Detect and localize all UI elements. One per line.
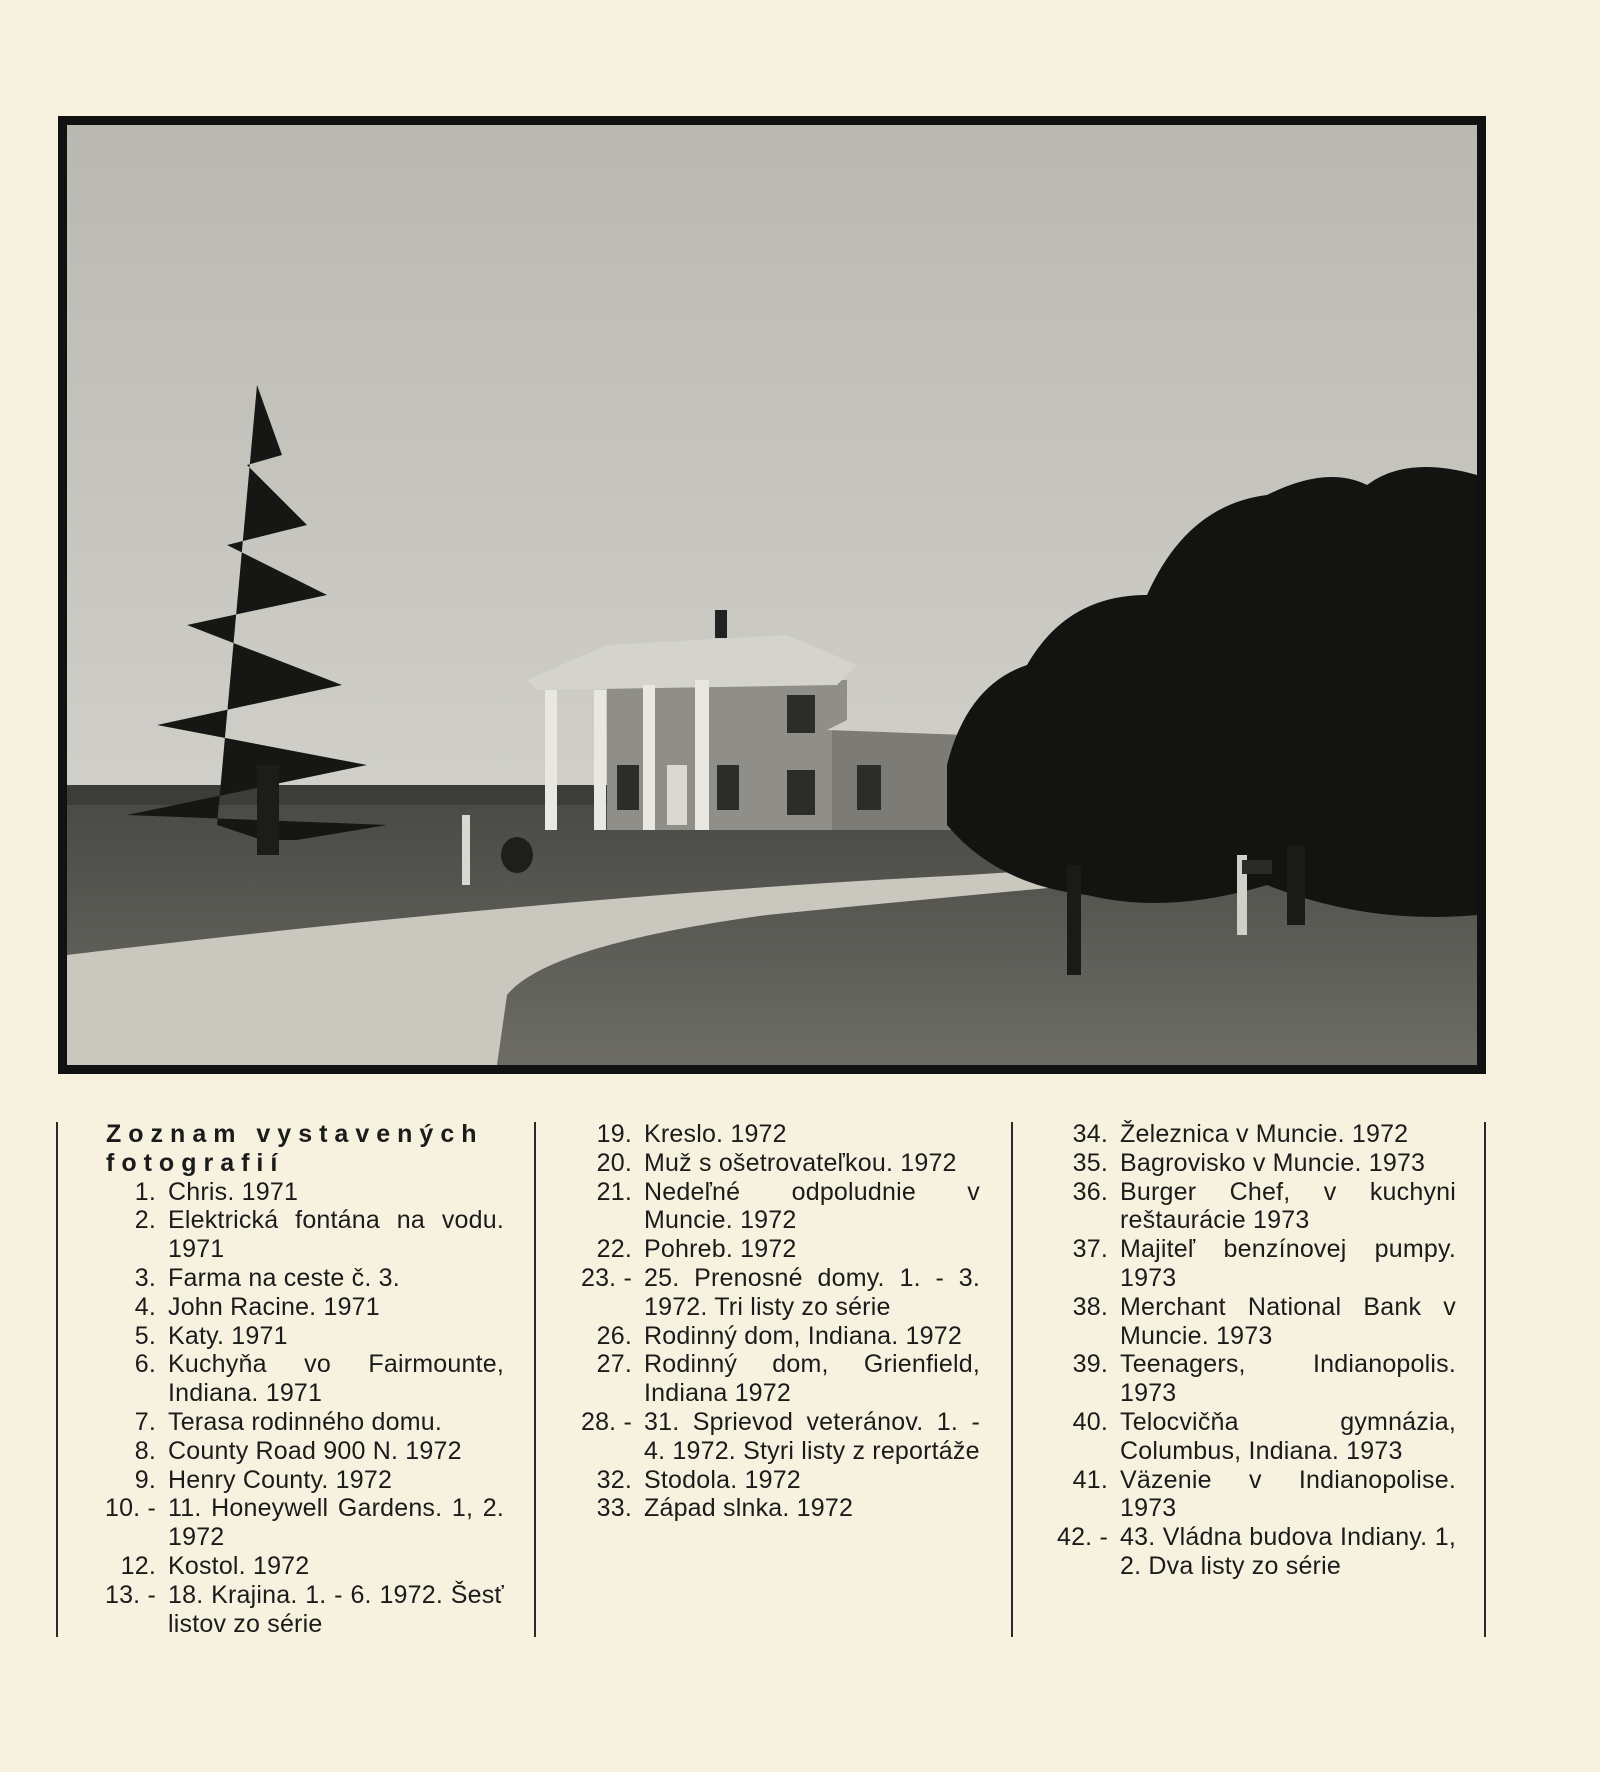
list-item-number: 35.: [1072, 1148, 1108, 1177]
list-item-number: 1.: [134, 1177, 156, 1206]
list-item-number: 10. -: [104, 1494, 156, 1523]
list-item-number: 33.: [596, 1494, 632, 1523]
house-photo-icon: [67, 125, 1477, 1065]
list-item-number: 27.: [596, 1350, 632, 1379]
list-item: [580, 1149, 980, 1178]
column-rule-left: [56, 1122, 58, 1637]
list-item-number: 9.: [134, 1465, 156, 1494]
list-item-number: 39.: [1072, 1350, 1108, 1379]
list-item-text: Elektrická fontána na vodu. 1971: [168, 1206, 504, 1264]
list-item: [104, 1264, 504, 1293]
list-item-text: Merchant National Bank v Muncie. 1973: [1120, 1292, 1456, 1350]
list-item: [104, 1552, 504, 1581]
list-item-number: 3.: [134, 1263, 156, 1292]
list-item: [104, 1293, 504, 1322]
list-item-text: Väzenie v Indianopolise. 1973: [1120, 1465, 1456, 1523]
list-item-text: Terasa rodinného domu.: [168, 1407, 443, 1436]
list-item-number: 21.: [596, 1177, 632, 1206]
list-item-number: 19.: [596, 1120, 632, 1148]
column-rule-right: [1484, 1122, 1486, 1637]
list-item-number: 7.: [134, 1407, 156, 1436]
list-item-text: John Racine. 1971: [168, 1292, 380, 1321]
list-item-number: 34.: [1072, 1120, 1108, 1148]
list-item-number: 22.: [596, 1235, 632, 1264]
list-item-number: 23. -: [580, 1263, 632, 1292]
list-item: [1056, 1350, 1456, 1408]
list-item: [104, 1437, 504, 1466]
list-item-text: Burger Chef, v kuchyni reštaurácie 1973: [1120, 1177, 1456, 1235]
list-item: [580, 1235, 980, 1264]
list-item-number: 12.: [120, 1551, 156, 1580]
list-item-number: 32.: [596, 1465, 632, 1494]
list-item: [104, 1178, 504, 1207]
list-item-number: 37.: [1072, 1235, 1108, 1264]
list-item: [580, 1350, 980, 1408]
list-item: [104, 1206, 504, 1264]
list-item: [1056, 1523, 1456, 1581]
list-item-number: 41.: [1072, 1465, 1108, 1494]
list-item: [104, 1322, 504, 1351]
list-item: [104, 1350, 504, 1408]
list-item-number: 8.: [134, 1436, 156, 1465]
list-item-text: Katy. 1971: [168, 1321, 288, 1350]
list-item: [1056, 1408, 1456, 1466]
list-item-text: 18. Krajina. 1. - 6. 1972. Šesť listov zo série: [168, 1580, 504, 1638]
list-item-text: Telocvičňa gymnázia, Columbus, Indiana. 1973: [1120, 1407, 1456, 1465]
list-item: [580, 1264, 980, 1322]
list-item-number: 6.: [134, 1350, 156, 1379]
list-item: [580, 1408, 980, 1466]
list-item-number: 28. -: [580, 1407, 632, 1436]
list-item-text: 11. Honeywell Gardens. 1, 2. 1972: [168, 1494, 504, 1552]
list-item-number: 2.: [134, 1206, 156, 1235]
list-column-3: [1056, 1120, 1456, 1581]
list-item: [104, 1466, 504, 1495]
list-item-number: 38.: [1072, 1292, 1108, 1321]
list-item-text: Farma na ceste č. 3.: [168, 1263, 400, 1292]
list-item-number: 26.: [596, 1321, 632, 1350]
list-item-text: Muž s ošetrovateľkou. 1972: [644, 1148, 957, 1177]
list-item-text: County Road 900 N. 1972: [168, 1436, 462, 1465]
column-rule-1: [534, 1122, 536, 1637]
list-item-text: Majiteľ benzínovej pumpy. 1973: [1120, 1235, 1456, 1292]
list-item: [580, 1322, 980, 1351]
list-item-text: 31. Sprievod veteránov. 1. - 4. 1972. Styri listy z reportáže: [644, 1407, 980, 1465]
list-item-text: Stodola. 1972: [644, 1465, 801, 1494]
list-item-text: 25. Prenosné domy. 1. - 3. 1972. Tri listy zo série: [644, 1263, 980, 1321]
list-item-text: Bagrovisko v Muncie. 1973: [1120, 1148, 1426, 1177]
list-item: [1056, 1149, 1456, 1178]
list-item: [1056, 1466, 1456, 1524]
list-item-number: 5.: [134, 1321, 156, 1350]
list-item: [1056, 1178, 1456, 1236]
list-item-text: Teenagers, Indianopolis. 1973: [1120, 1350, 1456, 1408]
list-item-text: Kuchyňa vo Fairmounte, Indiana. 1971: [168, 1350, 504, 1408]
list-item: [580, 1466, 980, 1495]
list-heading: Zoznam vystavených fotografií: [106, 1120, 484, 1177]
list-item-text: Západ slnka. 1972: [644, 1494, 854, 1523]
list-item-text: Železnica v Muncie. 1972: [1120, 1120, 1409, 1148]
list-item: [1056, 1120, 1456, 1149]
list-item: [580, 1120, 980, 1149]
list-item-text: Rodinný dom, Grienfield, Indiana 1972: [644, 1350, 980, 1408]
list-column-2: [580, 1120, 980, 1523]
list-item: [580, 1494, 980, 1523]
list-item: [1056, 1293, 1456, 1351]
list-item-number: 40.: [1072, 1407, 1108, 1436]
list-item-number: 13. -: [104, 1580, 156, 1609]
list-item: [104, 1494, 504, 1552]
list-item-text: Pohreb. 1972: [644, 1235, 797, 1264]
list-item-text: Chris. 1971: [168, 1177, 299, 1206]
list-item-text: Henry County. 1972: [168, 1465, 393, 1494]
list-item-text: 43. Vládna budova Indiany. 1, 2. Dva listy zo série: [1120, 1523, 1456, 1580]
list-item: [104, 1581, 504, 1639]
list-item-text: Nedeľné odpoludnie v Muncie. 1972: [644, 1177, 980, 1235]
column-rule-2: [1011, 1122, 1013, 1637]
list-item: [104, 1408, 504, 1437]
list-item: [1056, 1235, 1456, 1293]
list-item-text: Kostol. 1972: [168, 1551, 310, 1580]
list-item-number: 4.: [134, 1292, 156, 1321]
list-item: [580, 1178, 980, 1236]
list-column-1: [104, 1120, 504, 1638]
list-item-number: 36.: [1072, 1177, 1108, 1206]
house-photograph: [58, 116, 1486, 1074]
list-item-text: Rodinný dom, Indiana. 1972: [644, 1321, 962, 1350]
list-item-text: Kreslo. 1972: [644, 1120, 787, 1148]
list-item-number: 42. -: [1056, 1523, 1108, 1552]
list-item-number: 20.: [596, 1148, 632, 1177]
